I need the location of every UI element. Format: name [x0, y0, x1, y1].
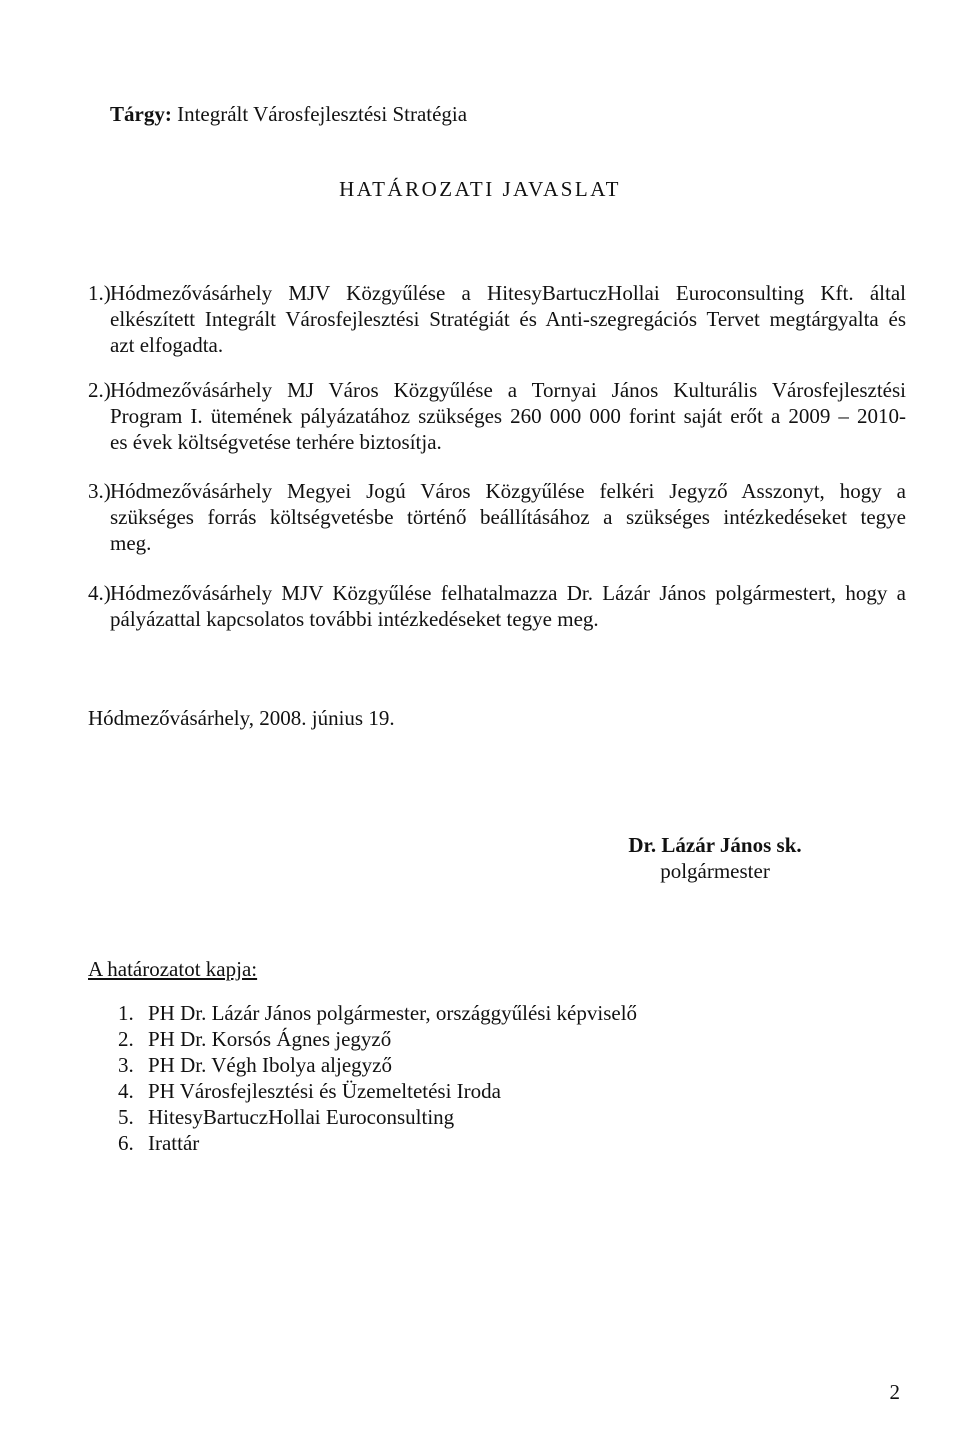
list-item-number: 2.	[118, 1027, 134, 1051]
item-number: 1.)	[88, 281, 111, 305]
signer-name: Dr. Lázár János sk.	[628, 833, 802, 857]
subject-label: Tárgy:	[110, 102, 172, 126]
subject-text: Integrált Városfejlesztési Stratégia	[177, 102, 468, 126]
list-item	[118, 1026, 637, 1052]
list-item-text: PH Dr. Lázár János polgármester, országgyűlési képviselő	[148, 1001, 638, 1025]
list-item-number: 4.	[118, 1079, 134, 1103]
signer-role: polgármester	[660, 859, 770, 883]
item-line: pályázattal kapcsolatos további intézkedéseket tegye meg.	[110, 607, 599, 631]
item-number: 3.)	[88, 479, 111, 503]
place-and-date: Hódmezővásárhely, 2008. június 19.	[88, 706, 395, 730]
list-item-text: PH Városfejlesztési és Üzemeltetési Iroda	[148, 1079, 501, 1103]
item-line: es évek költségvetése terhére biztosítja.	[110, 430, 442, 454]
list-item-number: 5.	[118, 1105, 134, 1129]
item-line: Hódmezővásárhely MJ Város Közgyűlése a Tornyai János Kulturális Városfejlesztési	[110, 378, 906, 402]
list-item-number: 1.	[118, 1001, 134, 1025]
list-item-number: 3.	[118, 1053, 134, 1077]
list-item-text: PH Dr. Korsós Ágnes jegyző	[148, 1027, 392, 1051]
list-item-text: PH Dr. Végh Ibolya aljegyző	[148, 1053, 392, 1077]
item-line: azt elfogadta.	[110, 333, 224, 357]
list-item	[118, 1000, 637, 1026]
item-line: elkészített Integrált Városfejlesztési Stratégiát és Anti-szegregációs Tervet megtárgyalta és	[110, 307, 906, 331]
list-item-number: 6.	[118, 1131, 134, 1155]
item-line: Hódmezővásárhely Megyei Jogú Város Közgyűlése felkéri Jegyző Asszonyt, hogy a	[110, 479, 906, 503]
list-item	[118, 1052, 637, 1078]
list-item	[118, 1130, 637, 1156]
resolution-item-3	[88, 478, 906, 556]
recipients-list	[118, 1000, 637, 1156]
item-line: Program I. ütemének pályázatához szükséges 260 000 000 forint saját erőt a 2009 – 2010-	[110, 404, 906, 428]
item-line: Hódmezővásárhely MJV Közgyűlése a HitesyBartuczHollai Euroconsulting Kft. által	[110, 281, 906, 305]
document-title: HATÁROZATI JAVASLAT	[339, 177, 621, 201]
item-number: 2.)	[88, 378, 111, 402]
resolution-item-4	[88, 580, 906, 632]
page-number: 2	[889, 1380, 900, 1404]
item-number: 4.)	[88, 581, 111, 605]
recipients-heading: A határozatot kapja:	[88, 957, 258, 981]
list-item	[118, 1078, 637, 1104]
subject-line	[110, 102, 467, 127]
item-line: szükséges forrás költségvetésbe történő beállításához a szükséges intézkedéseket tegye	[110, 505, 906, 529]
list-item	[118, 1104, 637, 1130]
list-item-text: HitesyBartuczHollai Euroconsulting	[148, 1105, 455, 1129]
signature-block	[570, 832, 860, 884]
item-line: meg.	[110, 531, 152, 555]
item-line: Hódmezővásárhely MJV Közgyűlése felhatalmazza Dr. Lázár János polgármestert, hogy a	[110, 581, 906, 605]
resolution-item-2	[88, 377, 906, 455]
list-item-text: Irattár	[148, 1131, 200, 1155]
resolution-item-1	[88, 280, 906, 358]
